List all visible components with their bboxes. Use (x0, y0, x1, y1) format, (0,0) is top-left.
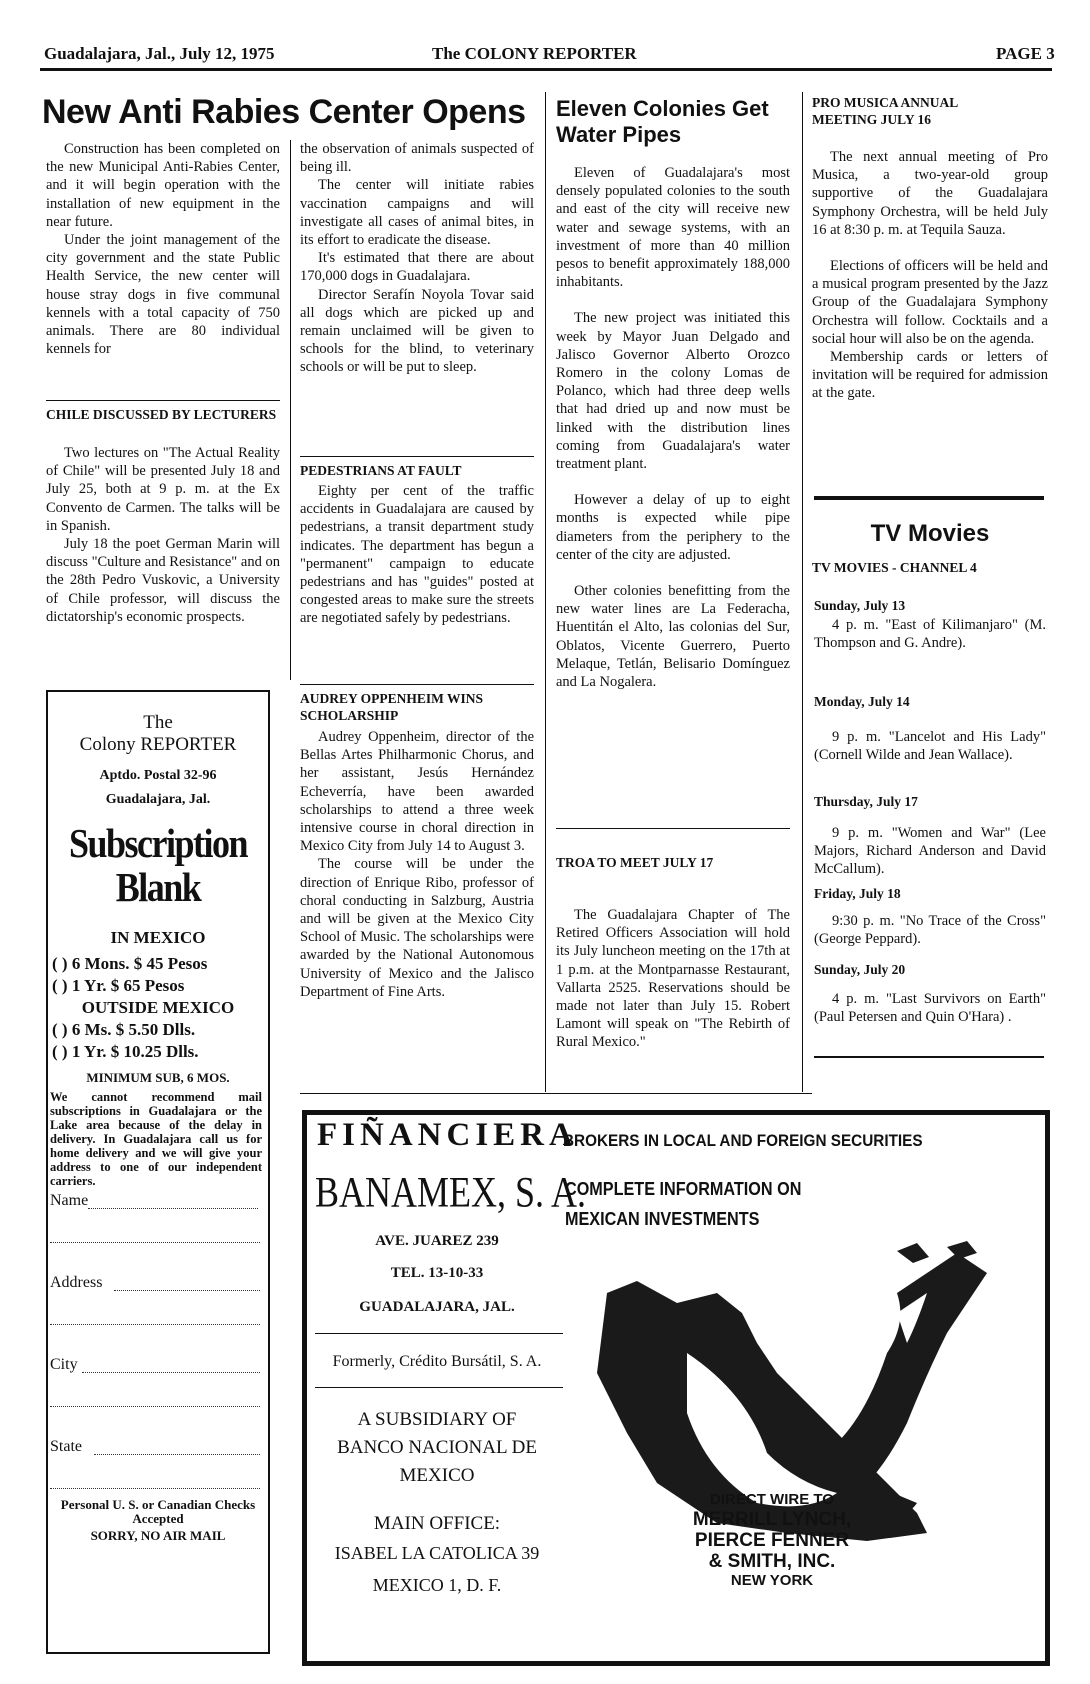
direct-wire-line: DIRECT WIRE TO (710, 1491, 834, 1508)
troa-paragraph: The Guadalajara Chapter of The Retired Officers Association will hold its July luncheon meeting on the 17th at 1 p.m. at the Montparnasse Restaurant, Vallarta 2525. Reservations should be made not later than July 15. Robert Lamont will speak on "The Rebirth of Rural Mexico." (556, 907, 790, 1051)
audrey-paragraph: The course will be under the direction of Enrique Ribo, professor of choral conducting in Salzburg, Austria and will be given at the Mexico City School of Music. The scholarships were awarded by the National Autonomous University of Mexico and the Jalisco Department of Fine Arts. (300, 856, 534, 1000)
rabies-paragraph: The center will initiate rabies vaccination campaigns and will investigate all cases of animal bites, in its effort to eradicate the disease. (300, 177, 534, 249)
ad-main-office: MAIN OFFICE: (373, 1513, 501, 1534)
rabies-paragraph: Under the joint management of the city government and the state Public Health Service, the new center will house stray dogs in five communal kennels with a total capacity of 750 animals. There are 80 individual kennels for (46, 232, 280, 358)
tv-day: Friday, July 18 (814, 886, 901, 901)
name-label: Name (50, 1192, 89, 1209)
rabies-column-2 (300, 140, 534, 377)
tv-listing-text: 9 p. m. "Women and War" (Lee Majors, Richard Anderson and David McCallum). (814, 825, 1046, 878)
promusica-headline: PRO MUSICA ANNUAL MEETING JULY 16 (812, 95, 958, 127)
promusica-body (812, 148, 1048, 403)
address-label: Address (50, 1274, 103, 1291)
ad-street: AVE. JUAREZ 239 (375, 1233, 499, 1249)
tv-day: Sunday, July 13 (814, 598, 906, 613)
pedestrians-paragraph: Eighty per cent of the traffic accidents in Guadalajara are caused by pedestrians, a transit department study indicates. The department has begun a "permanent" campaign to educate pedestrians and has "guides" posted at congested areas to make sure the streets are negotiated safely by pedestrians. (300, 483, 534, 627)
blank-line (50, 1488, 260, 1489)
divider (315, 1333, 563, 1334)
ad-subsidiary: BANCO NACIONAL DE (337, 1437, 537, 1458)
subscription-title: Blank (115, 864, 201, 910)
chile-paragraph: July 18 the poet German Marin will discuss "Culture and Resistance" and on the 28th Pedro Vuskovic, a University of Chile professor, will discuss the dictatorship's economic prospects. (46, 536, 280, 625)
americas-map-icon (567, 1233, 1037, 1659)
blank-line (50, 1406, 260, 1407)
subscription-option-checkbox[interactable]: ( ) 1 Yr. $ 65 Pesos (52, 976, 185, 995)
delivery-note: We cannot recommend mail subscriptions in Guadalajara or the Lake area because of the delay in delivery. In Guadalajara call us for home delivery and we will give your address to one of our independent carriers. (50, 1090, 262, 1188)
subscription-city: Guadalajara, Jal. (105, 792, 211, 807)
divider (814, 1056, 1044, 1058)
divider (556, 828, 790, 829)
rabies-paragraph: Director Serafín Noyola Tovar said all dogs which are picked up and remain unclaimed will be given to schools for the blind, to veterinary schools or will be put to sleep. (300, 286, 534, 376)
chile-paragraph: Two lectures on "The Actual Reality of Chile" will be presented July 18 and July 25, both at 9 p. m. at the Ex Convento de Carmen. The talks will be in Spanish. (46, 445, 280, 534)
ad-direct-wire (667, 1491, 877, 1590)
masthead-rule (40, 68, 1052, 71)
audrey-paragraph: Audrey Oppenheim, director of the Bellas Artes Philharmonic Chorus, and her assistant, Jesús Hernández Echeverría, have been awarded scholarships to attend a three week intensive course in choral direction in Mexico City from July 14 to August 3. (300, 729, 534, 855)
troa-body (556, 906, 790, 1052)
minimum-sub: MINIMUM SUB, 6 MOS. (86, 1070, 230, 1085)
no-air-mail: SORRY, NO AIR MAIL (90, 1528, 226, 1543)
tv-title: TV Movies (870, 520, 990, 547)
column-divider (545, 92, 546, 1092)
column-divider (802, 92, 803, 1092)
subscription-postal: Aptdo. Postal 32-96 (99, 768, 217, 783)
divider (300, 1093, 812, 1094)
ad-main-city: MEXICO 1, D. F. (372, 1575, 502, 1595)
header-paper-name: The COLONY REPORTER (432, 44, 637, 63)
subscription-option-checkbox[interactable]: ( ) 6 Mons. $ 45 Pesos (52, 954, 208, 973)
tv-listing-text: 9 p. m. "Lancelot and His Lady" (Cornell Wilde and Jean Wallace). (814, 729, 1046, 764)
ad-company: BANAMEX, S. A. (315, 1168, 587, 1217)
header-date: Guadalajara, Jal., July 12, 1975 (44, 44, 275, 63)
promusica-paragraph: Membership cards or letters of invitation will be required for admission at the gate. (812, 349, 1048, 402)
tv-listing (814, 912, 1046, 948)
ad-complete-info: COMPLETE INFORMATION ON (565, 1179, 802, 1199)
state-label: State (50, 1438, 82, 1455)
header-page: PAGE 3 (996, 44, 1055, 63)
chile-headline: CHILE DISCUSSED BY LECTURERS (46, 407, 277, 422)
tv-day: Sunday, July 20 (814, 962, 906, 977)
subscription-title: Subscription (68, 820, 248, 866)
ad-subsidiary: A SUBSIDIARY OF (357, 1409, 517, 1430)
tv-listing (814, 824, 1046, 879)
chile-body (46, 444, 280, 626)
water-paragraph: However a delay of up to eight months is expected while pipe diameters from the periphery to the center of the city are adjusted. (556, 492, 790, 563)
direct-wire-line: MERRILL LYNCH, (692, 1509, 852, 1530)
ad-city: GUADALAJARA, JAL. (359, 1299, 515, 1315)
divider (315, 1387, 563, 1388)
water-headline: Eleven Colonies Get Water Pipes (556, 96, 769, 147)
ad-brokers: BROKERS IN LOCAL AND FOREIGN SECURITIES (563, 1131, 923, 1150)
rabies-paragraph: It's estimated that there are about 170,000 dogs in Guadalajara. (300, 250, 534, 285)
tv-channel: TV MOVIES - CHANNEL 4 (812, 560, 977, 575)
divider (300, 456, 534, 457)
promusica-paragraph: Elections of officers will be held and a musical program presented by the Jazz Group of the Guadalajara Symphony Orchestra will follow. Cocktails and a social hour will also be on the agenda. (812, 258, 1048, 347)
state-line (94, 1454, 260, 1455)
pedestrians-headline: PEDESTRIANS AT FAULT (300, 463, 462, 478)
subscription-paper: Colony REPORTER (79, 734, 237, 755)
water-paragraph: Other colonies benefitting from the new water lines are La Federacha, Huentitán el Alto, las colonias del Sur, Oblatos, Vicente Guerrero, Puerto Melaque, Tetlán, Belisario Domínguez and La Nogalera. (556, 583, 790, 691)
rabies-paragraph: the observation of animals suspected of being ill. (300, 141, 534, 176)
in-mexico-heading: IN MEXICO (110, 928, 206, 947)
subscription-blank (46, 690, 270, 1654)
tv-listing (814, 616, 1046, 652)
banamex-ad (302, 1110, 1050, 1666)
promusica-paragraph: The next annual meeting of Pro Musica, a two-year-old group supportive of the Guadalajara Symphony Orchestra, will be held July 16 at 8:30 p. m. at Tequila Sauza. (812, 149, 1048, 238)
rabies-column-1 (46, 140, 280, 358)
tv-listing (814, 990, 1046, 1026)
column-divider (290, 140, 291, 680)
divider (46, 400, 280, 401)
blank-line (50, 1324, 260, 1325)
tv-day: Monday, July 14 (814, 694, 910, 709)
blank-line (50, 1242, 260, 1243)
subscription-the: The (143, 712, 173, 733)
water-paragraph: Eleven of Guadalajara's most densely populated colonies to the south and east of the city will receive new water and sewage systems, with an investment of more than 40 million pesos to benefit approximately 188,000 inhabitants. (556, 165, 790, 291)
direct-wire-line: & SMITH, INC. (708, 1551, 836, 1572)
tv-rule (814, 496, 1044, 500)
city-label: City (50, 1356, 78, 1373)
ad-telephone: TEL. 13-10-33 (390, 1265, 484, 1281)
tv-day: Thursday, July 17 (814, 794, 918, 809)
subscription-option-checkbox[interactable]: ( ) 6 Ms. $ 5.50 Dlls. (52, 1020, 196, 1039)
water-paragraph: The new project was initiated this week by Mayor Juan Delgado and Jalisco Governor Alberto Orozco Romero in the colony Lomas de Polanco, which had three deep wells that had dried up and now must be linked with the distribution lines coming from Guadalajara's water treatment plant. (556, 310, 790, 473)
audrey-headline: AUDREY OPPENHEIM WINS SCHOLARSHIP (300, 691, 484, 723)
city-line (82, 1372, 260, 1373)
ad-complete-info: MEXICAN INVESTMENTS (565, 1209, 760, 1229)
ad-formerly: Formerly, Crédito Bursátil, S. A. (332, 1353, 542, 1370)
troa-headline: TROA TO MEET JULY 17 (556, 855, 714, 870)
checks-accepted: Personal U. S. or Canadian Checks Accepted (60, 1497, 256, 1526)
tv-listing-text: 9:30 p. m. "No Trace of the Cross" (George Peppard). (814, 913, 1046, 948)
water-body (556, 164, 790, 691)
rabies-headline: New Anti Rabies Center Opens (42, 93, 526, 131)
ad-brand: FIÑANCIERA (317, 1117, 578, 1153)
subscription-option-checkbox[interactable]: ( ) 1 Yr. $ 10.25 Dlls. (52, 1042, 199, 1061)
name-line (88, 1208, 258, 1209)
ad-main-address: ISABEL LA CATOLICA 39 (334, 1543, 540, 1563)
direct-wire-line: NEW YORK (730, 1572, 814, 1589)
tv-listing-text: 4 p. m. "East of Kilimanjaro" (M. Thompson and G. Andre). (814, 617, 1046, 652)
tv-listing (814, 728, 1046, 764)
audrey-body (300, 728, 534, 1001)
divider (300, 684, 534, 685)
pedestrians-body (300, 482, 534, 628)
direct-wire-line: PIERCE FENNER (694, 1530, 850, 1551)
tv-listing-text: 4 p. m. "Last Survivors on Earth" (Paul Petersen and Quin O'Hara) . (814, 991, 1046, 1026)
outside-mexico-heading: OUTSIDE MEXICO (81, 998, 235, 1017)
rabies-paragraph: Construction has been completed on the new Municipal Anti-Rabies Center, and it will begin operation with the installation of new equipment in the near future. (46, 141, 280, 230)
address-line (114, 1290, 260, 1291)
ad-subsidiary: MEXICO (399, 1465, 475, 1486)
